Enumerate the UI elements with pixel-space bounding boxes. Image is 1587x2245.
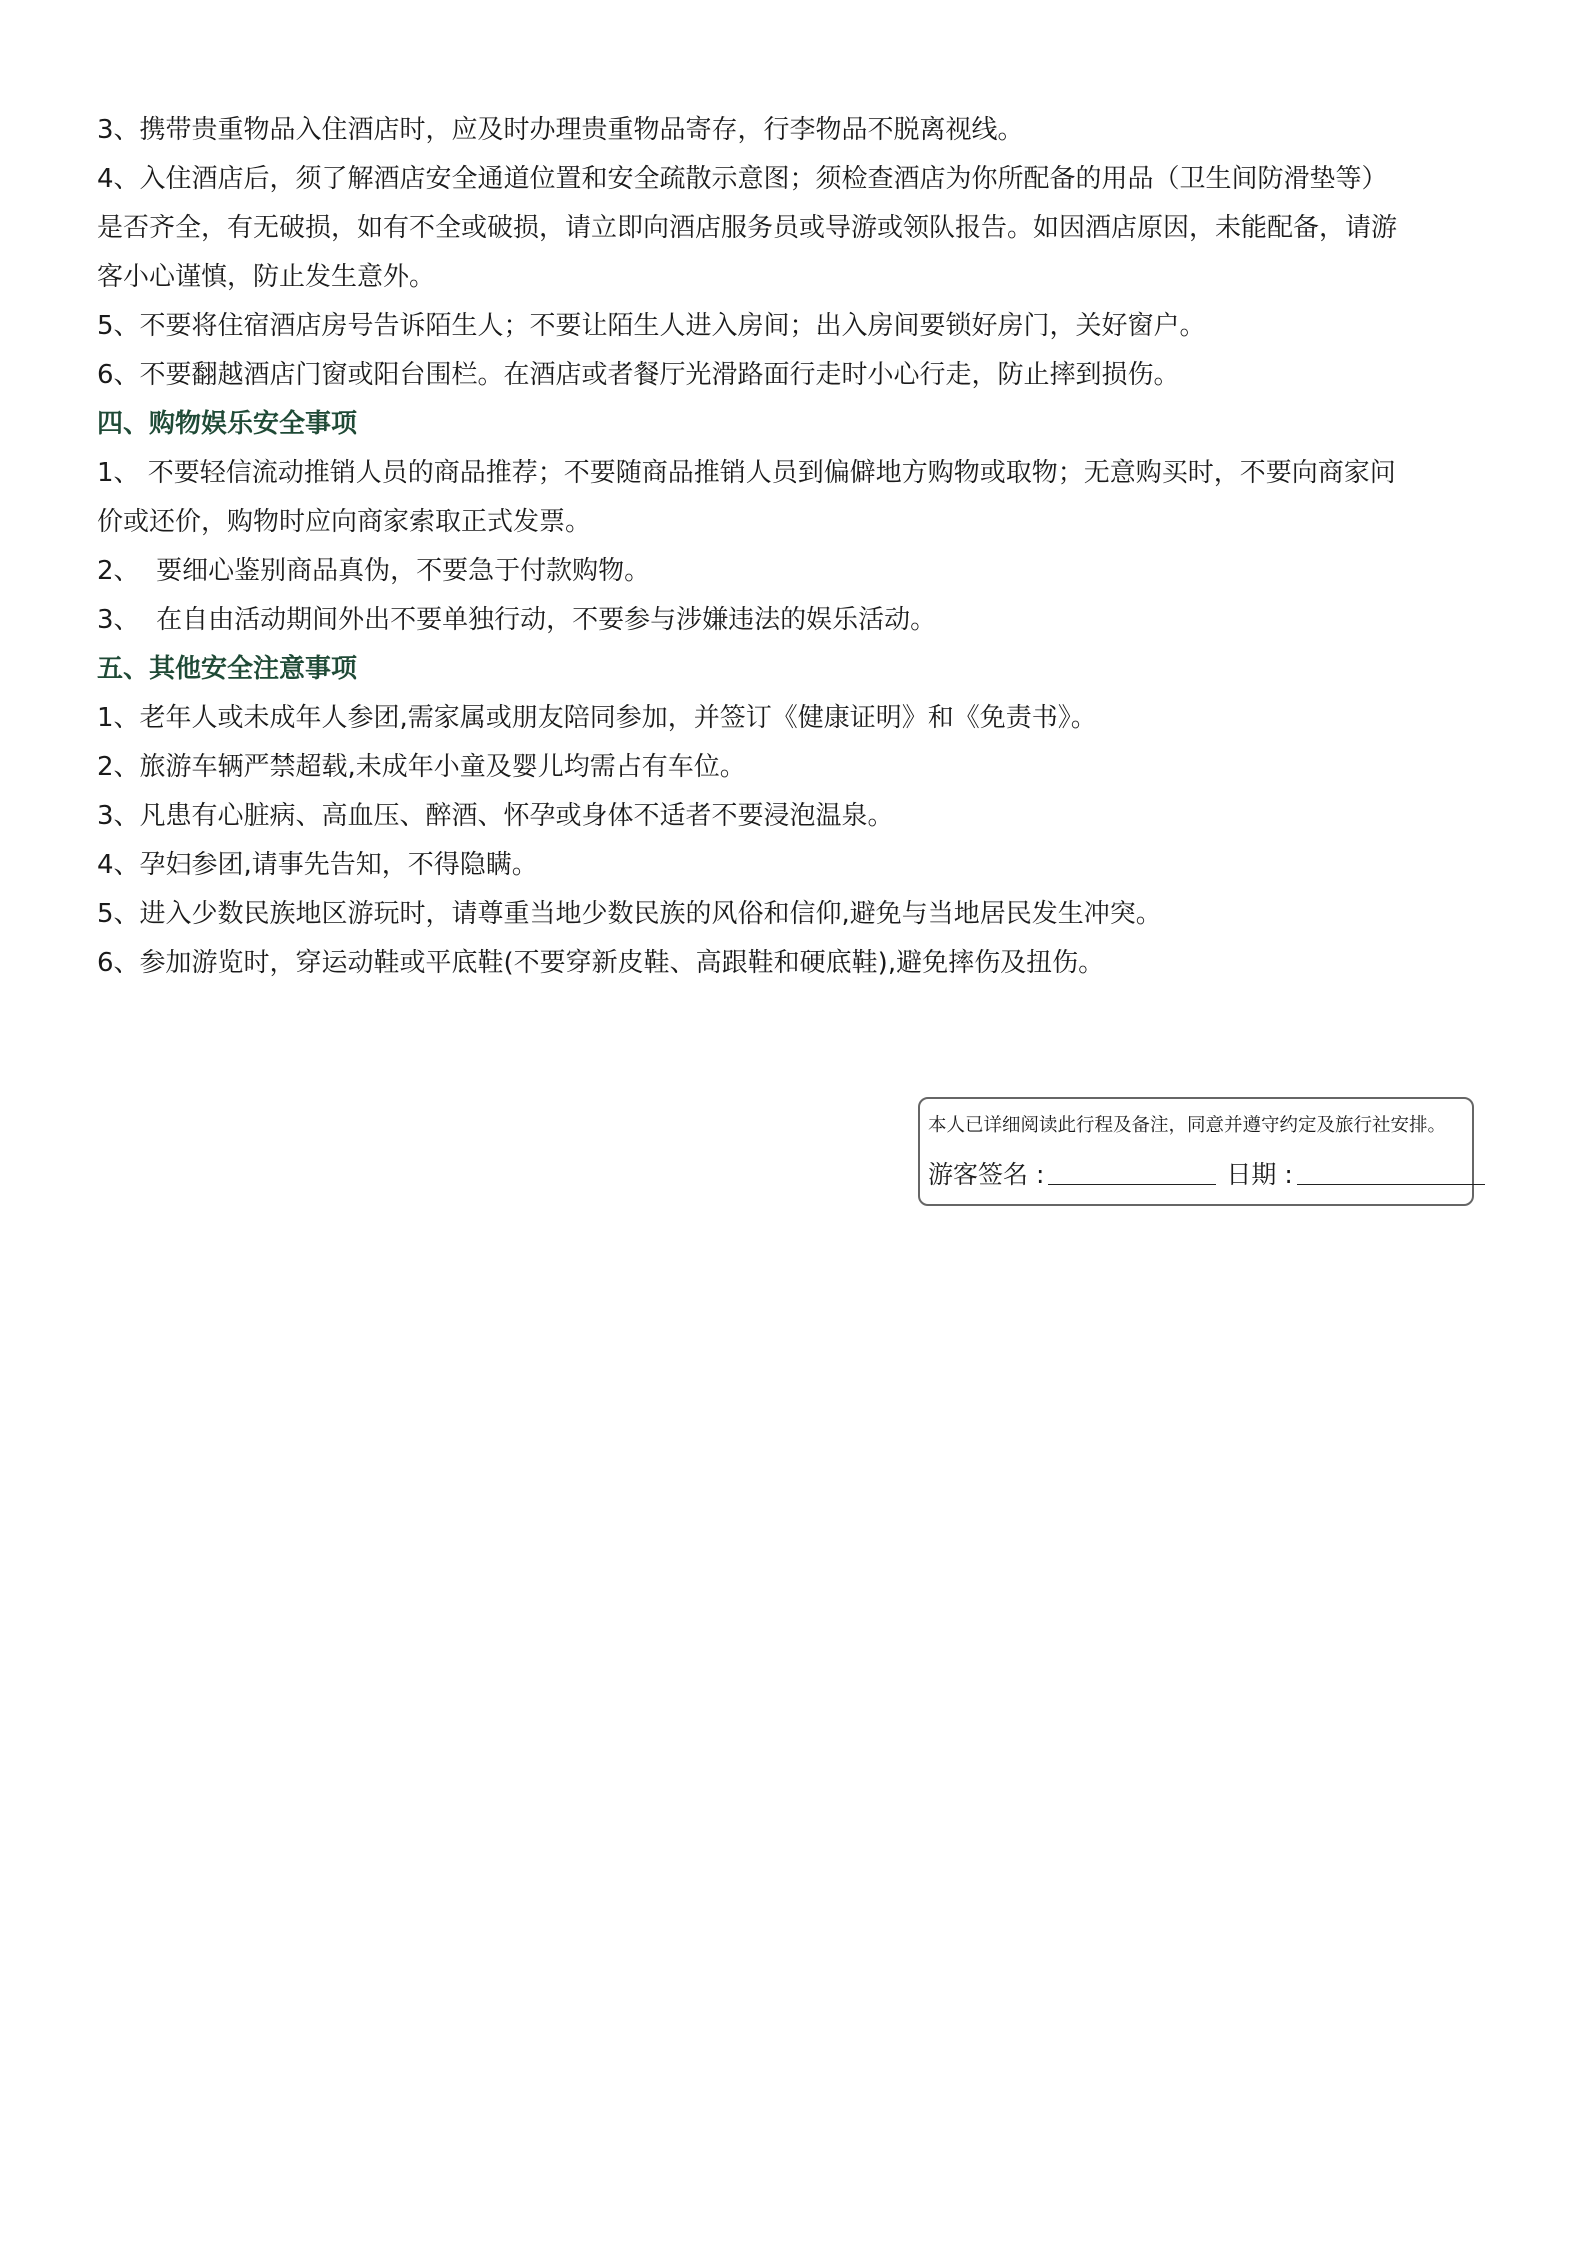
hotel-item-5: 5、不要将住宿酒店房号告诉陌生人；不要让陌生人进入房间；出入房间要锁好房门，关好窗户。: [97, 311, 1206, 341]
signature-row: [928, 1155, 1485, 1191]
other-item-6: 6、参加游览时，穿运动鞋或平底鞋(不要穿新皮鞋、高跟鞋和硬底鞋),避免摔伤及扭伤。: [97, 948, 1105, 978]
shopping-item-1-line-1: 1、 不要轻信流动推销人员的商品推荐；不要随商品推销人员到偏僻地方购物或取物；无意购买时，不要向商家问: [97, 458, 1396, 488]
other-item-4: 4、孕妇参团,请事先告知，不得隐瞒。: [97, 850, 538, 880]
other-item-5: 5、进入少数民族地区游玩时，请尊重当地少数民族的风俗和信仰,避免与当地居民发生冲突。: [97, 899, 1162, 929]
signature-box: [918, 1097, 1474, 1206]
shopping-item-3: 3、 在自由活动期间外出不要单独行动，不要参与涉嫌违法的娱乐活动。: [97, 605, 937, 635]
shopping-item-1-line-2: 价或还价，购物时应向商家索取正式发票。: [97, 507, 592, 537]
tourist-signature-label: 游客签名 :: [928, 1160, 1045, 1189]
date-field[interactable]: [1297, 1184, 1485, 1185]
tourist-signature-field[interactable]: [1048, 1184, 1216, 1185]
other-item-2: 2、旅游车辆严禁超载,未成年小童及婴儿均需占有车位。: [97, 752, 746, 782]
date-label: 日期 :: [1226, 1160, 1293, 1189]
shopping-item-2: 2、 要细心鉴别商品真伪，不要急于付款购物。: [97, 556, 651, 586]
signature-note: 本人已详细阅读此行程及备注，同意并遵守约定及旅行社安排。: [928, 1115, 1447, 1136]
other-item-1: 1、老年人或未成年人参团,需家属或朋友陪同参加，并签订《健康证明》和《免责书》。: [97, 703, 1097, 733]
hotel-item-4-line-3: 客小心谨慎，防止发生意外。: [97, 262, 436, 292]
hotel-item-6: 6、不要翻越酒店门窗或阳台围栏。在酒店或者餐厅光滑路面行走时小心行走，防止摔到损伤。: [97, 360, 1180, 390]
shopping-section-heading: 四、购物娱乐安全事项: [97, 409, 358, 439]
other-section-heading: 五、其他安全注意事项: [97, 654, 358, 684]
document-body: [97, 106, 1497, 988]
hotel-item-3: 3、携带贵重物品入住酒店时，应及时办理贵重物品寄存，行李物品不脱离视线。: [97, 115, 1024, 145]
hotel-item-4-line-2: 是否齐全，有无破损，如有不全或破损，请立即向酒店服务员或导游或领队报告。如因酒店原因，未能配备，请游: [97, 213, 1398, 243]
other-item-3: 3、凡患有心脏病、高血压、醉酒、怀孕或身体不适者不要浸泡温泉。: [97, 801, 894, 831]
hotel-item-4-line-1: 4、入住酒店后，须了解酒店安全通道位置和安全疏散示意图；须检查酒店为你所配备的用品（卫生间防滑垫等）: [97, 164, 1388, 194]
